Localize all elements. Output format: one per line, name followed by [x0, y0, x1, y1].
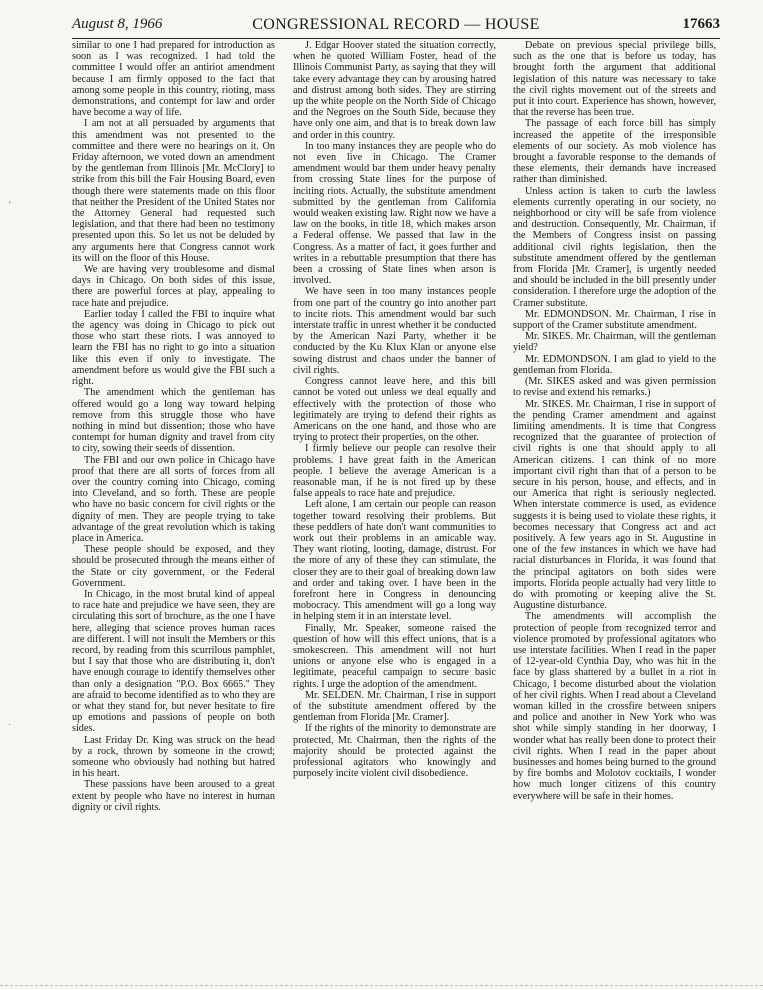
paragraph: Mr. EDMONDSON. Mr. Chairman, I rise in support of the Cramer substitute amendment.	[513, 308, 716, 332]
header-page-number: 17663	[682, 16, 720, 32]
paragraph: similar to one I had prepared for introduction as soon as I was recognized. I had told the committee I would offer an antiriot amendment because I am firmly opposed to the fact that among some people in this country, rioting, mass demonstrations, and contempt for law and order have become a way of life.	[72, 40, 275, 119]
paragraph: If the rights of the minority to demonstrate are protected, Mr. Chairman, then the rights of the majority should be protected against the professional agitators who knowingly and purposely incite violent civil disobedience.	[293, 723, 496, 780]
paragraph: (Mr. SIKES asked and was given permission to revise and extend his remarks.)	[513, 376, 716, 399]
paragraph: Earlier today I called the FBI to inquire what the agency was doing in Chicago to pick out those who start these riots. I was annoyed to learn the FBI has no right to go into a situation like this even if only to investigate. The amendment before us would give the FBI such a right.	[72, 308, 275, 388]
paragraph: In too many instances they are people who do not even live in Chicago. The Cramer amendment would bar them under heavy penalty from crossing State lines for the purpose of inciting riots. Actually, the substitute amendment submitted by the gentleman from California would weaken existing law. Right now we have a law on the books, in title 18, which makes arson a Federal offense. We passed that law in the Congress. As a matter of fact, it goes further and writes in a rebuttable presumption that there has been a crossing of State lines when arson is involved.	[293, 140, 496, 287]
paragraph: The amendment which the gentleman has offered would go a long way toward helping remove from this struggle those who have nothing in mind but dissention; those who have contempt for human dignity and travel from city to city, sowing their seeds of dissention.	[72, 387, 275, 455]
paragraph: The passage of each force bill has simply increased the appetite of the irresponsible elements of our society. As mob violence has brought a favorable response to the demands of these elements, their demands have increased rather than diminished.	[513, 118, 716, 186]
text-column-3	[513, 40, 716, 970]
page-header	[72, 14, 720, 39]
paragraph: We are having very troublesome and dismal days in Chicago. On both sides of this issue, there are powerful forces at play, appealing to race hate and prejudice.	[72, 264, 275, 309]
page-bottom-rule	[0, 985, 763, 986]
paragraph: The FBI and our own police in Chicago have proof that there are all sorts of forces from all over the country coming into Chicago, coming into Cleveland, and so forth. These are people who have no basic concern for civil rights or the dignity of men. They are people trying to take advantage of the great revolution which is taking place in America.	[72, 454, 275, 544]
paragraph: Mr. SELDEN. Mr. Chairman, I rise in support of the substitute amendment offered by the gentleman from Florida [Mr. Cramer].	[293, 689, 496, 724]
paragraph: Congress cannot leave here, and this bill cannot be voted out unless we deal equally and effectively with the protection of those who legitimately are trying to defend their rights as Americans on the one hand, and those who are trying to protect their properties, on the other.	[293, 376, 496, 444]
paragraph: Finally, Mr. Speaker, someone raised the question of how will this effect unions, that is a smokescreen. This amendment will not hurt unions or anyone else who is engaged in a legitimate, peaceful campaign to secure basic rights. I urge the adoption of the amendment.	[293, 622, 496, 690]
paragraph: Debate on previous special privilege bills, such as the one that is before us today, has brought forth the argument that additional legislation of this nature was necessary to take the civil rights movement out of the streets and put it into court. Experience has shown, however, that the reverse has been true.	[513, 40, 716, 119]
header-date: August 8, 1966	[72, 16, 163, 32]
margin-mark: ·	[8, 720, 12, 731]
paragraph: Mr. EDMONDSON. I am glad to yield to the gentleman from Florida.	[513, 353, 716, 376]
paragraph: Left alone, I am certain our people can reason together toward resolving their problems. But these peddlers of hate don't want communities to work out their problems in an amicable way. They want rioting, looting, damage, distrust. For the more of any of these they can stimulate, the closer they are to their goal of breaking down law and order and taking over. I have been in the forefront here in Congress in denouncing mobocracy. This amendment will go a long way in helping stem it in an interstate level.	[293, 499, 496, 623]
paragraph: Mr. SIKES. Mr. Chairman, will the gentleman yield?	[513, 331, 716, 354]
paragraph: In Chicago, in the most brutal kind of appeal to race hate and prejudice we have seen, they are circulating this sort of brochure, as the one I have here, alleging that science proves human races are different. I will not insult the Members or this record, by reading from this scurrilous pamphlet, but I say that those who are distributing it, don't have enough courage to identify themselves other than only a designation "P.O. Box 6665." They are afraid to become identified as to who they are or what they stand for, but never hesitate to fire up emotions and passions of people on both sides.	[72, 588, 275, 735]
paragraph: These passions have been aroused to a great extent by people who have no interest in human dignity or civil rights.	[72, 779, 275, 813]
text-column-2	[293, 40, 496, 970]
paragraph: We have seen in too many instances people from one part of the country go into another part to incite riots. This amendment would bar such interstate traffic in unrest whether it be conducted by the American Nazi Party, whether it be conducted by the Ku Klux Klan or anyone else sowing distrust and chaos under the banner of civil rights.	[293, 286, 496, 376]
paragraph: Last Friday Dr. King was struck on the head by a rock, thrown by someone in the crowd; someone who obviously had nothing but hatred in his heart.	[72, 734, 275, 780]
header-title: CONGRESSIONAL RECORD — HOUSE	[252, 16, 540, 33]
paragraph: J. Edgar Hoover stated the situation correctly, when he quoted William Foster, head of the Illinois Communist Party, as saying that they will take every advantage they can by arousing hatred and distrust among both sides. They are stirring up the white people on the North Side of Chicago and the Negroes on the South Side, because they have only one aim, and that is to break down law and order in this country.	[293, 40, 496, 141]
paragraph: Unless action is taken to curb the lawless elements currently operating in our society, no neighborhood or city will be safe from violence and destruction. Consequently, Mr. Chairman, if the Members of Congress insist on passing additional civil rights legislation, then the substitute amendment offered by the gentleman from Florida [Mr. Cramer], is urgently needed and should be included in the bill presently under consideration. I therefore urge the adoption of the Cramer substitute.	[513, 185, 716, 309]
paragraph: I firmly believe our people can resolve their problems. I have great faith in the American people. I believe the average American is a reasonable man, if he is not fired up by these false appeals to race hate and prejudice.	[293, 443, 496, 500]
margin-mark: ‘	[8, 200, 12, 211]
paragraph: These people should be exposed, and they should be prosecuted through the means either of the State or city government, or the Federal Government.	[72, 544, 275, 589]
paragraph: I am not at all persuaded by arguments that this amendment was not presented to the committee and there were no hearings on it. On Friday afternoon, we voted down an amendment by the gentleman from Illinois [Mr. McClory] to strike from this bill the Fair Housing Board, even though there were statements made on this floor that neither the President of the United States nor the Attorney General had requested such legislation, and that there had been no testimony presented upon this. So let us not be deluded by any arguments here that Congress cannot work its will on the floor of this House.	[72, 118, 275, 264]
paragraph: The amendments will accomplish the protection of people from recognized terror and violence promoted by professional agitators who use interstate facilities. When I read in the paper of 12-year-old Cynthia Day, who was hit in the face by glass shattered by a bullet in a riot in Chicago, I become disturbed about the violation of her civil rights. When I read about a Cleveland woman killed in the crossfire between snipers and police and another in New York who was shot while simply standing in her doorway, I wonder what has really been done to protect their civil rights. When I read in the paper about businesses and homes being burned to the ground by fire bombs and Molotov cocktails, I wonder how much longer citizens of this country everywhere will be safe in their homes.	[513, 611, 716, 802]
paragraph: Mr. SIKES. Mr. Chairman, I rise in support of the pending Cramer amendment and against limiting amendments. It is time that Congress recognized that the guarantee of protection of civil rights is one that should apply to all American citizens. I can think of no more important civil right than that of a person to be secure in his person, house, and effects, and in our America that right is seriously neglected. When interstate commerce is used, as evidence suggests it is being used to violate these rights, it becomes necessary that Congress act and act positively. A few years ago in St. Augustine in one of the few instances in which we have had racial disturbances in Florida, it was found that the principal agitators on both sides were imports. Florida people actually had very little to do with promoting or keeping alive the St. Augustine disturbance.	[513, 398, 716, 612]
text-column-1	[72, 40, 275, 970]
